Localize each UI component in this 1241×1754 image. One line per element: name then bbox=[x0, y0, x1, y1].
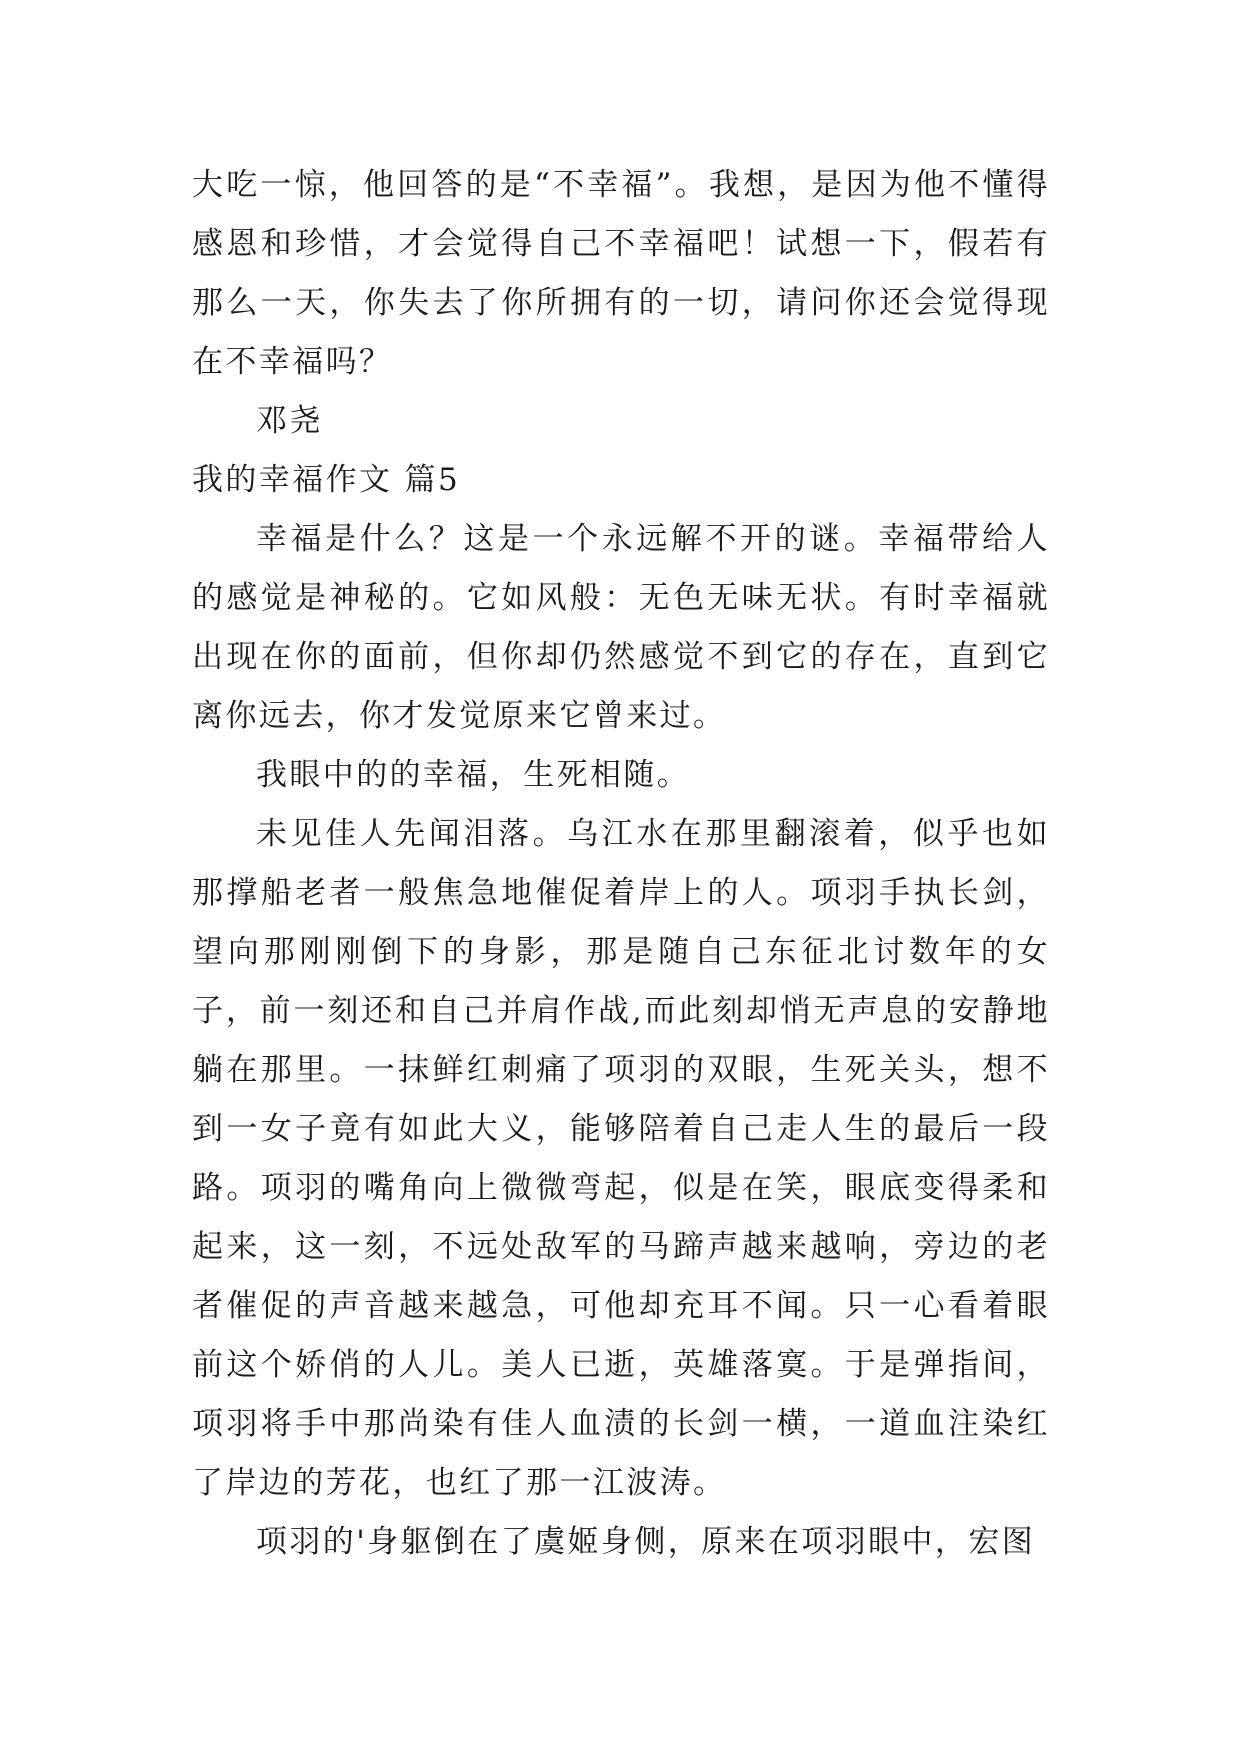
paragraph: 未见佳人先闻泪落。乌江水在那里翻滚着，似乎也如那撑船老者一般焦急地催促着岸上的人。项羽手执长剑，望向那刚刚倒下的身影，那是随自己东征北讨数年的女子，前一刻还和自己并肩作战,而此刻却悄无声息的安静地躺在那里。一抹鲜红刺痛了项羽的双眼，生死关头，想不到一女子竟有如此大义，能够陪着自己走人生的最后一段路。项羽的嘴角向上微微弯起，似是在笑，眼底变得柔和起来，这一刻，不远处敌军的马蹄声越来越响，旁边的老者催促的声音越来越急，可他却充耳不闻。只一心看着眼前这个娇俏的人儿。美人已逝，英雄落寞。于是弹指间，项羽将手中那尚染有佳人血渍的长剑一横，一道血注染红了岸边的芳花，也红了那一江波涛。 bbox=[192, 816, 1050, 1501]
author-name: 邓尧 bbox=[256, 403, 323, 439]
intro-paragraph: 大吃一惊，他回答的是“不幸福”。我想，是因为他不懂得感恩和珍惜，才会觉得自己不幸福吧！试想一下，假若有那么一天，你失去了你所拥有的一切，请问你还会觉得现在不幸福吗？ bbox=[192, 167, 1050, 380]
section-title: 我的幸福作文 篇5 bbox=[192, 462, 461, 498]
paragraph: 项羽的'身躯倒在了虞姬身侧，原来在项羽眼中，宏图 bbox=[256, 1524, 1036, 1560]
paragraph: 幸福是什么？这是一个永远解不开的谜。幸福带给人的感觉是神秘的。它如风般：无色无味无状。有时幸福就出现在你的面前，但你却仍然感觉不到它的存在，直到它离你远去，你才发觉原来它曾来过。 bbox=[192, 521, 1050, 734]
paragraph: 我眼中的的幸福，生死相随。 bbox=[256, 757, 691, 793]
document-body bbox=[192, 156, 1050, 1572]
